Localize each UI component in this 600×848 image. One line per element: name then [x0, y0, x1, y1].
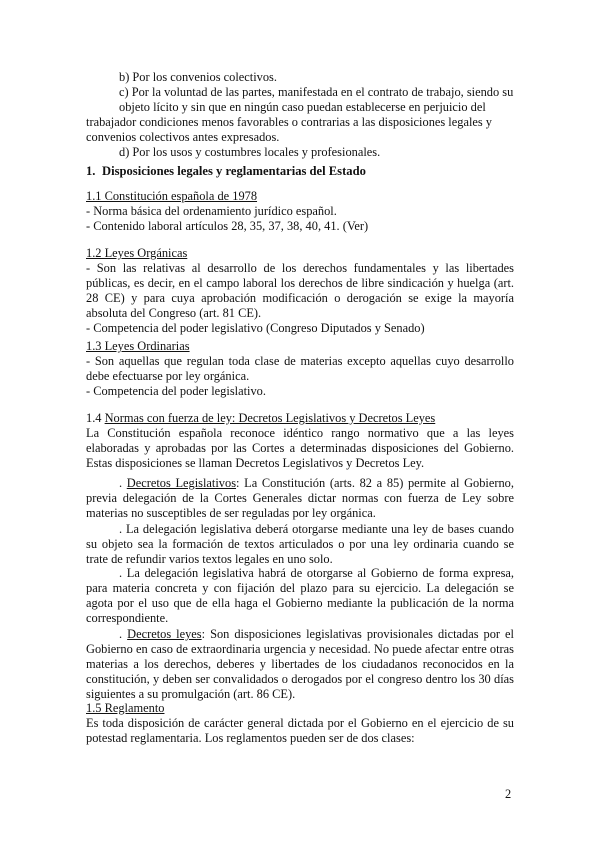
subsection-1-4-intro: La Constitución española reconoce idéntico rango normativo que a las leyes elaboradas y aprobadas por las Cortes a determinadas disposiciones del Gobierno. Estas disposiciones se llaman Decretos Legislativos y Decretos Ley.: [86, 426, 514, 470]
list-item-d-text: d) Por los usos y costumbres locales y profesionales.: [119, 145, 381, 159]
decretos-legislativos-paragraph: [86, 476, 514, 521]
list-item-c-line1: c) Por la voluntad de las partes, manifestada en el contrato de trabajo, siendo su: [119, 85, 514, 99]
subsection-1-4-title: Normas con fuerza de ley: Decretos Legislativos y Decretos Leyes: [104, 411, 436, 425]
subsection-1-1-line: - Norma básica del ordenamiento jurídico español.: [86, 204, 337, 218]
subsection-1-3-heading: 1.3 Leyes Ordinarias: [86, 339, 190, 353]
subsection-1-5-heading: 1.5 Reglamento: [86, 701, 165, 715]
subsection-1-1: [86, 189, 514, 234]
subsection-1-3-paragraph: - Son aquellas que regulan toda clase de materias excepto aquellas cuyo desarrollo debe efectuarse por ley orgánica.: [86, 354, 514, 383]
subsection-1-4: [86, 411, 514, 471]
subsection-1-2-paragraph: - Son las relativas al desarrollo de los derechos fundamentales y las libertades públicas, es decir, en el campo laboral los derechos de libre sindicación y huelga (art. 28 CE) y para cuya aprobación modificación o derogación se exige la mayoría absoluta del Congreso (art. 81 CE).: [86, 261, 514, 320]
bullet-dot: .: [119, 476, 123, 490]
delegation-paragraph-1-text: . La delegación legislativa deberá otorgarse mediante una ley de bases cuando su objeto sea la formación de textos articulados o por una ley ordinaria cuando se trate de refundir varios textos legales en uno solo.: [86, 522, 514, 566]
section-number: 1.: [86, 164, 96, 178]
list-item-c-rest: trabajador condiciones menos favorables o contrarias a las disposiciones legales y convenios colectivos antes expresados.: [86, 115, 493, 144]
decretos-legislativos-text: : La Constitución (arts. 82 a 85) permite al Gobierno, previa delegación de la Cortes Generales dictar normas con fuerza de Ley sobre materias no susceptibles de ser reguladas por ley orgánica.: [86, 476, 514, 520]
subsection-1-3-paragraph: - Competencia del poder legislativo.: [86, 384, 266, 398]
page-number: 2: [505, 787, 512, 801]
list-item-c: [86, 85, 514, 145]
subsection-1-1-line: - Contenido laboral artículos 28, 35, 37, 38, 40, 41. (Ver): [86, 219, 369, 233]
delegation-paragraph-2-text: . La delegación legislativa habrá de otorgarse al Gobierno de forma expresa, para materia concreta y con fijación del plazo para su ejercicio. La delegación se agota por el uso que de ella haga el Gobierno mediante la publicación de la norma correspondiente.: [86, 566, 514, 625]
decretos-leyes-paragraph: [86, 627, 514, 702]
subsection-1-2-heading: 1.2 Leyes Orgánicas: [86, 246, 188, 260]
list-item-c-line2: objeto lícito y sin que en ningún caso puedan establecerse en perjuicio del: [119, 100, 486, 114]
list-item-d: [86, 145, 514, 160]
subsection-1-3: [86, 339, 514, 399]
bullet-dot: .: [119, 627, 123, 641]
decretos-legislativos-term: Decretos Legislativos: [126, 476, 237, 490]
decretos-leyes-term: Decretos leyes: [127, 627, 202, 641]
subsection-1-5-paragraph: Es toda disposición de carácter general dictada por el Gobierno en el ejercicio de su potestad reglamentaria. Los reglamentos pueden ser de dos clases:: [86, 716, 514, 745]
section-title: Disposiciones legales y reglamentarias del Estado: [102, 164, 366, 178]
subsection-1-2: [86, 246, 514, 336]
list-item-b-text: b) Por los convenios colectivos.: [119, 70, 277, 84]
subsection-1-4-heading: [86, 411, 514, 426]
decretos-leyes-text: : Son disposiciones legislativas provisionales dictadas por el Gobierno en caso de extraordinaria urgencia y necesidad. No puede afectar entre otras materias a los derechos, deberes y libertades de los ciudadanos reconocidos en la constitución, y deben ser convalidados o derogados por el congreso dentro los 30 días siguientes a su promulgación (art. 86 CE).: [86, 627, 514, 701]
subsection-1-5: [86, 701, 514, 746]
delegation-paragraph-2: [86, 566, 514, 626]
subsection-1-2-paragraph: - Competencia del poder legislativo (Congreso Diputados y Senado): [86, 321, 425, 335]
section-heading: [86, 164, 514, 179]
subsection-1-4-number: 1.4: [86, 411, 102, 425]
delegation-paragraph-1: [86, 522, 514, 567]
subsection-1-1-heading: 1.1 Constitución española de 1978: [86, 189, 258, 203]
list-item-b: [86, 70, 514, 85]
